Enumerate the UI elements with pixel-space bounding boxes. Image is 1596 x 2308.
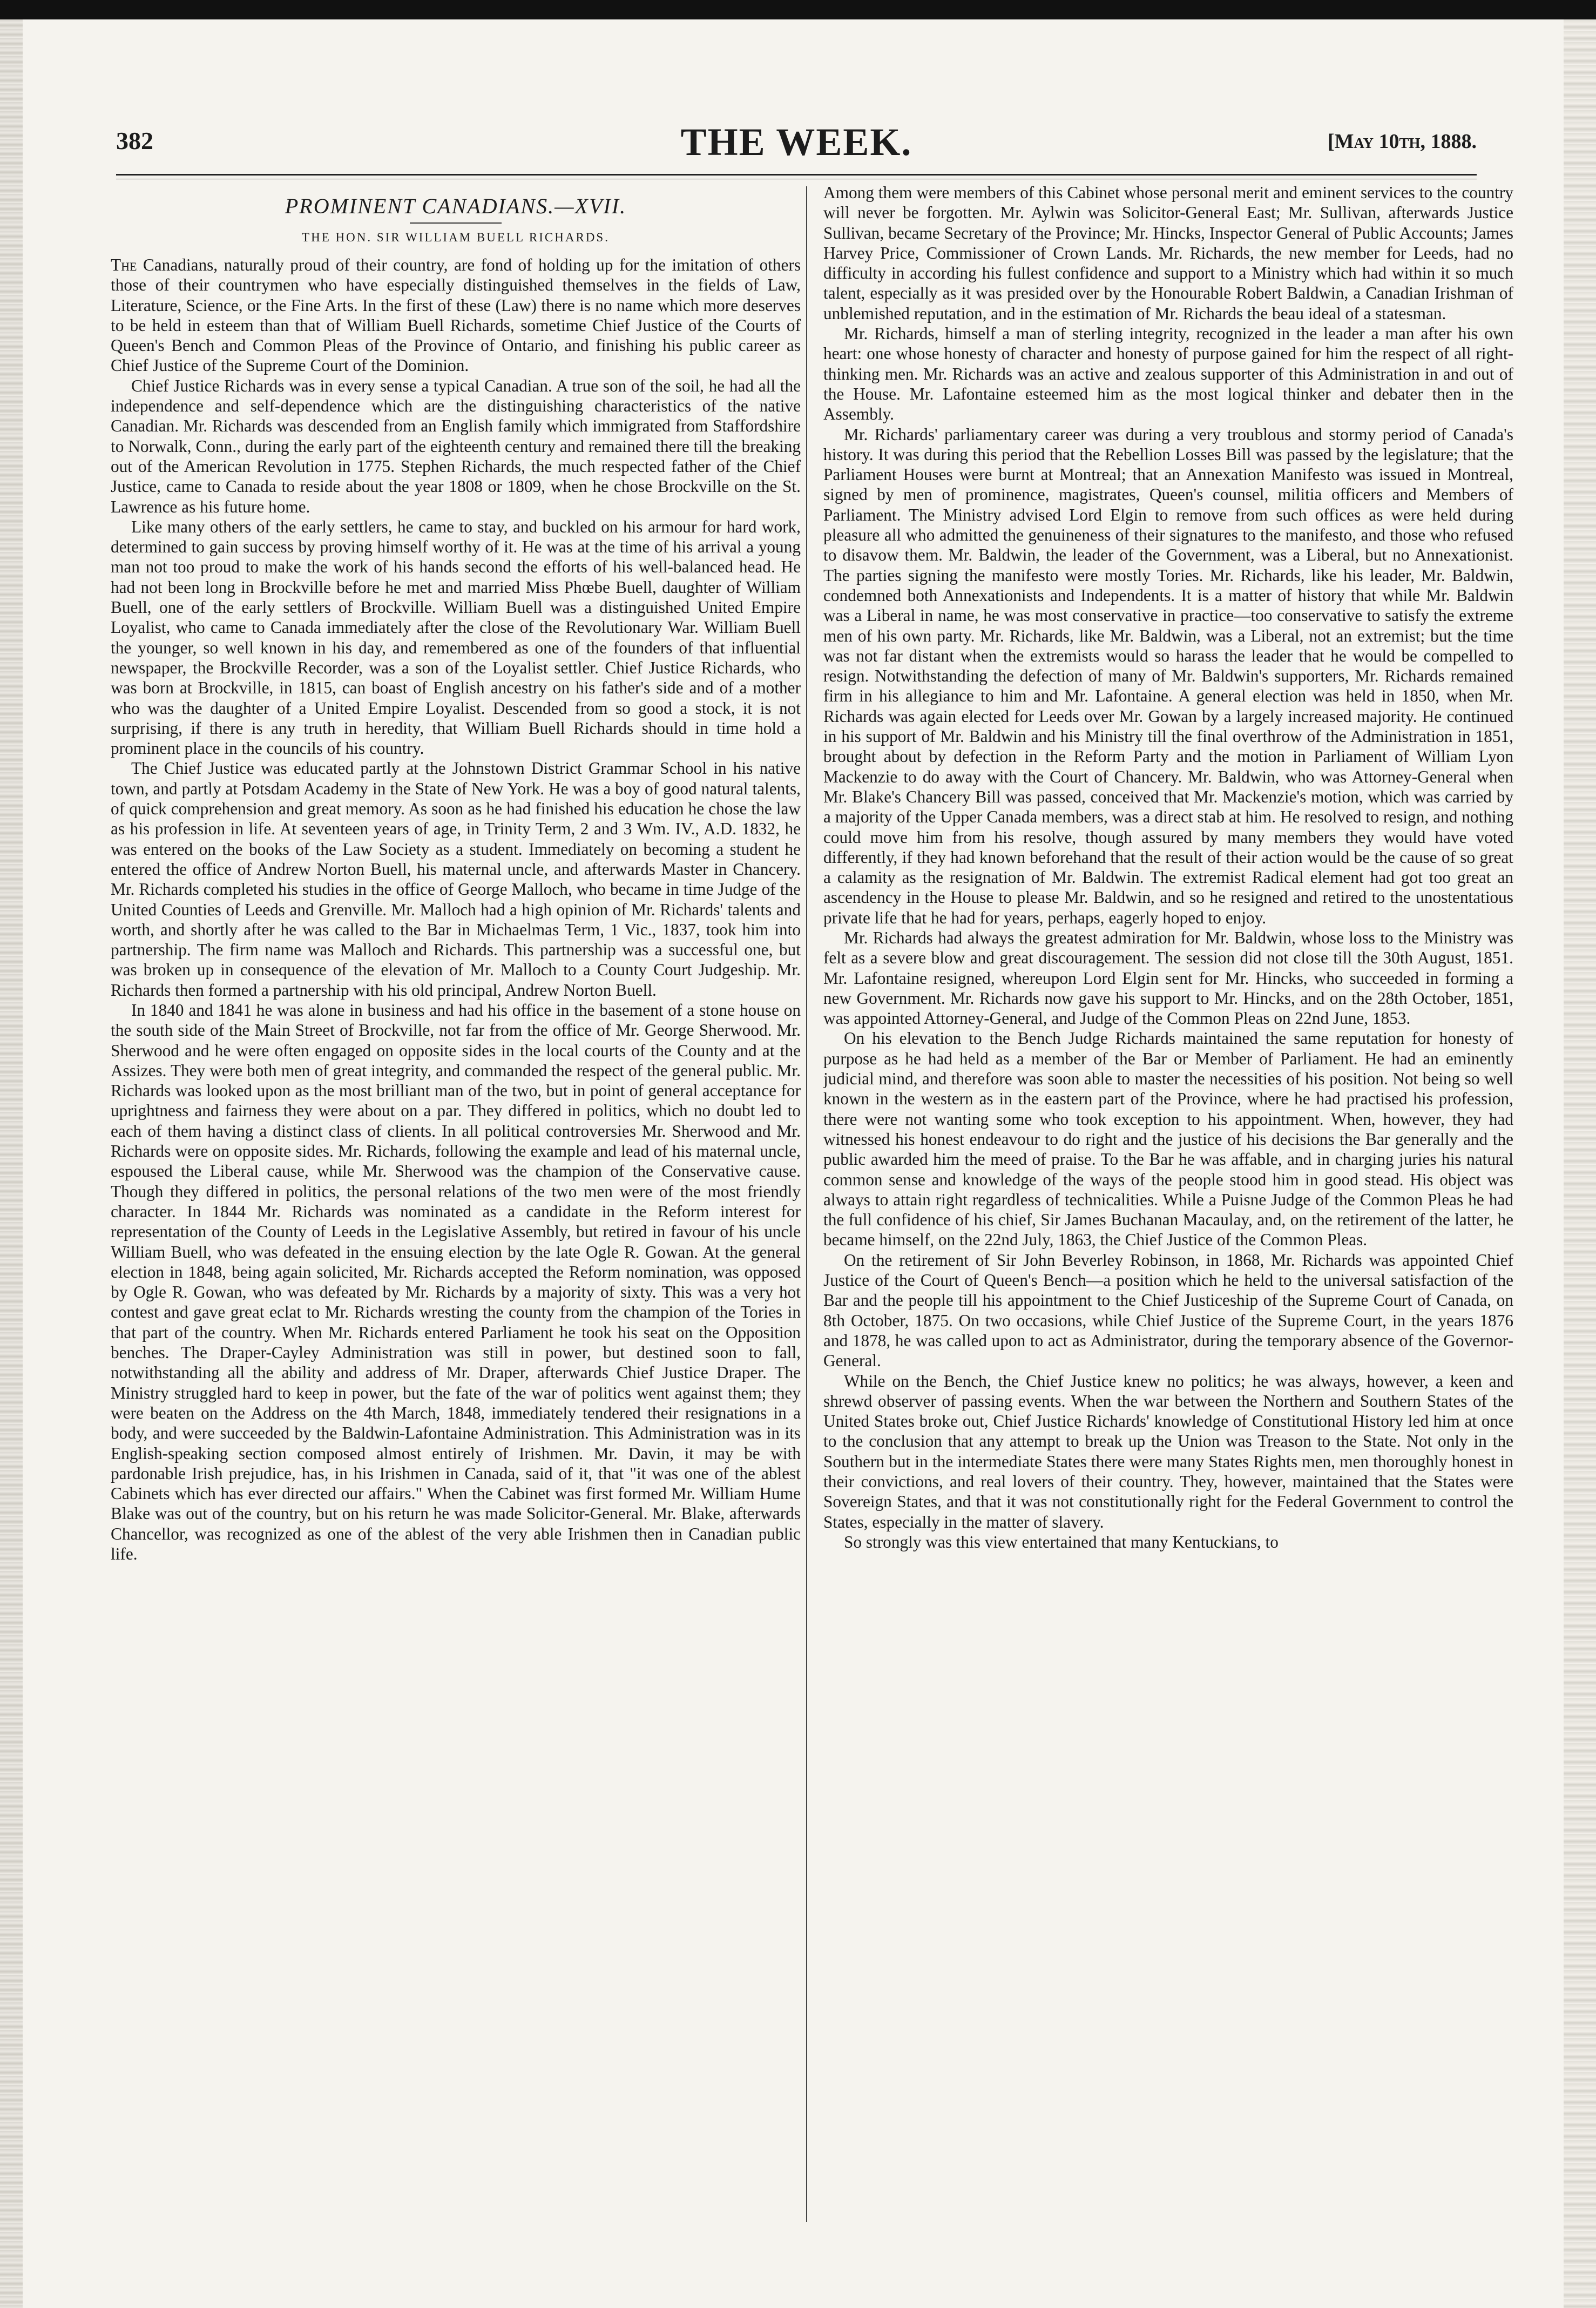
paragraph: Among them were members of this Cabinet whose personal merit and eminent services to the country will never be forgotten. Mr. Aylwin was Solicitor-General East; Mr. Sullivan, afterwards Justice Sullivan, became Secretary of the Province; Mr. Hincks, Inspector General of Public Accounts; James Harvey Price, Commissioner of Crown Lands. Mr. Richards, the new member for Leeds, had no difficulty in according his fullest confidence and support to a Ministry which had within it so much talent, especially as it was presided over by the Honourable Robert Baldwin, a Canadian Irishman of unblemished reputation, and in the estimation of Mr. Richards the beau ideal of a statesman. [823, 183, 1513, 323]
paragraph: Mr. Richards, himself a man of sterling integrity, recognized in the leader a man after his own heart: one whose honesty of character and honesty of purpose gained for him the respect of all right-thinking men. Mr. Richards was an active and zealous supporter of this Administration in and out of the House. Mr. Lafontaine esteemed him as the most logical thinker and debater then in the Assembly. [823, 324, 1513, 424]
header-rule [116, 174, 1477, 179]
paragraph-text: Canadians, naturally proud of their country, are fond of holding up for the imitation of others those of their countrymen who have especially distinguished themselves in the fields of Law, Literature, Science, or the Fine Arts. In the first of these (Law) there is no name which more deserves to be held in esteem than that of William Buell Richards, sometime Chief Justice of the Courts of Queen's Bench and Common Pleas of the Province of Ontario, and finishing his public career as Chief Justice of the Supreme Court of the Dominion. [111, 255, 801, 375]
article-subtitle: THE HON. SIR WILLIAM BUELL RICHARDS. [302, 231, 610, 244]
paragraph: So strongly was this view entertained that many Kentuckians, to [844, 1532, 1279, 1551]
journal-title: THE WEEK. [680, 120, 912, 164]
scan-top-border [0, 0, 1596, 19]
article-title: PROMINENT CANADIANS.—XVII. [285, 194, 627, 218]
paragraph: Mr. Richards' parliamentary career was during a very troublous and stormy period of Canada's history. It was during this period that the Rebellion Losses Bill was passed by the legislature; that the Parliament Houses were burnt at Montreal; that an Annexation Manifesto was issued in Montreal, signed by men of prominence, magistrates, Queen's counsel, militia officers and Members of Parliament. The Ministry advised Lord Elgin to remove from such offices as were held during pleasure all who admitted the genuineness of their signatures to the manifesto, and those who refused to disavow them. Mr. Baldwin, the leader of the Government, was a Liberal, but no Annexationist. The parties signing the manifesto were mostly Tories. Mr. Richards, like his leader, Mr. Baldwin, condemned both Annexationists and Independents. It is a matter of history that while Mr. Baldwin was a Liberal in name, he was most conservative in practice—too conservative to satisfy the extreme men of his own party. Mr. Richards, like Mr. Baldwin, was a Liberal, not an extremist; but the time was not far distant when the extremists would so harass the leader that he would be compelled to resign. Notwithstanding the defection of many of Mr. Baldwin's supporters, Mr. Richards remained firm in his allegiance to him and Mr. Lafontaine. A general election was held in 1850, when Mr. Richards was again elected for Leeds over Mr. Gowan by a largely increased majority. He continued in his support of Mr. Baldwin and his Ministry till the final overthrow of the Administration in 1851, brought about by defection in the Reform Party and the motion in Parliament of William Lyon Mackenzie to do away with the Court of Chancery. Mr. Baldwin, who was Attorney-General when Mr. Blake's Chancery Bill was passed, conceived that Mr. Mackenzie's motion, which was carried by a majority of the Upper Canada members, was a direct stab at him. He resolved to resign, and nothing could move him from his resolve, though assured by many members they would have voted differently, if they had known beforehand that the result of their action would be the cause of so great a calamity as the resignation of Mr. Baldwin. The extremist Radical element had got too great an ascendency in the House to please Mr. Baldwin, and so he resigned and retired to the unostentatious private life that he had for years, perhaps, eagerly hoped to enjoy. [823, 424, 1513, 927]
paragraph: Like many others of the early settlers, he came to stay, and buckled on his armour for hard work, determined to gain success by proving himself worthy of it. He was at the time of his arrival a young man not too proud to make the work of his hands second the efforts of his well-balanced head. He had not been long in Brockville before he met and married Miss Phœbe Buell, daughter of William Buell, one of the early settlers of Brockville. William Buell was a distinguished United Empire Loyalist, who came to Canada immediately after the close of the Revolutionary War. William Buell the younger, so well known in his day, and remembered as one of the founders of that influential newspaper, the Brockville Recorder, was a son of the Loyalist settler. Chief Justice Richards, who was born at Brockville, in 1815, can boast of English ancestry on his father's side and of a mother who was the daughter of a United Empire Loyalist. Descended from so good a stock, it is not surprising, if there is any truth in heredity, that William Buell Richards should in time hold a prominent place in the councils of his country. [111, 517, 801, 758]
lead-word: The [111, 255, 137, 274]
page-header [116, 120, 1477, 168]
title-rule [410, 222, 502, 224]
left-column [111, 183, 801, 2229]
right-column [823, 183, 1513, 2229]
issue-date: [May 10th, 1888. [1327, 130, 1477, 153]
paragraph: In 1840 and 1841 he was alone in business and had his office in the basement of a stone house on the south side of the Main Street of Brockville, not far from the office of Mr. George Sherwood. Mr. Sherwood and he were often engaged on opposite sides in the local courts of the County and at the Assizes. They were both men of great integrity, and commanded the respect of the general public. Mr. Richards was looked upon as the most brilliant man of the two, but in point of general acceptance for uprightness and fairness they were about on a par. They differed in politics, which no doubt led to each of them having a distinct class of clients. In all political controversies Mr. Sherwood and Mr. Richards were on opposite sides. Mr. Richards, following the example and lead of his maternal uncle, espoused the Liberal cause, while Mr. Sherwood was the champion of the Conservative cause. Though they differed in politics, the personal relations of the two men were of the most friendly character. In 1844 Mr. Richards was nominated as a candidate in the Reform interest for representation of the County of Leeds in the Legislative Assembly, but retired in favour of his uncle William Buell, who was defeated in the ensuing election by the late Ogle R. Gowan. At the general election in 1848, being again solicited, Mr. Richards accepted the Reform nomination, was opposed by Ogle R. Gowan, who was defeated by Mr. Richards by a majority of sixty. This was a very hot contest and gave great eclat to Mr. Richards wresting the county from the champion of the Tories in that part of the country. When Mr. Richards entered Parliament he took his seat on the Opposition benches. The Draper-Cayley Administration was still in power, but destined soon to fall, notwithstanding all the ability and address of Mr. Draper, afterwards Chief Justice Draper. The Ministry struggled hard to keep in power, but the fate of the war of politics went against them; they were beaten on the Address on the 4th March, 1848, immediately tendered their resignations in a body, and were succeeded by the Baldwin-Lafontaine Administration. This Administration was in its English-speaking section composed almost entirely of Irishmen. Mr. Davin, it may be with pardonable Irish prejudice, has, in his Irishmen in Canada, said of it, that "it was one of the ablest Cabinets which has ever directed our affairs." When the Cabinet was first formed Mr. William Hume Blake was out of the country, but on his return he was made Solicitor-General. Mr. Blake, afterwards Chancellor, was recognized as one of the ablest of the very able Irishmen then in Canadian public life. [111, 1000, 801, 1563]
paragraph: Mr. Richards had always the greatest admiration for Mr. Baldwin, whose loss to the Ministry was felt as a severe blow and great discouragement. The session did not close till the 30th August, 1851. Mr. Lafontaine resigned, whereupon Lord Elgin sent for Mr. Hincks, who succeeded in forming a new Government. Mr. Richards now gave his support to Mr. Hincks, and on the 28th October, 1851, was appointed Attorney-General, and Judge of the Common Pleas on 22nd June, 1853. [823, 928, 1513, 1028]
paragraph [111, 255, 801, 376]
paragraph: The Chief Justice was educated partly at the Johnstown District Grammar School in his native town, and partly at Potsdam Academy in the State of New York. He was a boy of good natural talents, of quick comprehension and great memory. As soon as he had finished his education he chose the law as his profession in life. At seventeen years of age, in Trinity Term, 2 and 3 Wm. IV., A.D. 1832, he was entered on the books of the Law Society as a student. Immediately on becoming a student he entered the office of Andrew Norton Buell, his maternal uncle, and afterwards Master in Chancery. Mr. Richards completed his studies in the office of George Malloch, who became in time Judge of the United Counties of Leeds and Grenville. Mr. Malloch had a high opinion of Mr. Richards' talents and worth, and shortly after he was called to the Bar in Michaelmas Term, 1 Vic., 1837, took him into partnership. The firm name was Malloch and Richards. This partnership was a successful one, but was broken up in consequence of the elevation of Mr. Malloch to a County Court Judgeship. Mr. Richards then formed a partnership with his old principal, Andrew Norton Buell. [111, 759, 801, 1000]
column-divider [806, 186, 807, 2222]
paragraph: On the retirement of Sir John Beverley Robinson, in 1868, Mr. Richards was appointed Chief Justice of the Court of Queen's Bench—a position which he held to the universal satisfaction of the Bar and the people till his appointment to the Chief Justiceship of the Supreme Court of Canada, on 8th October, 1875. On two occasions, while Chief Justice of the Supreme Court, in the years 1876 and 1878, he was called upon to act as Administrator, during the temporary absence of the Governor-General. [823, 1250, 1513, 1371]
scan-left-edge [0, 19, 23, 2308]
page-number: 382 [116, 127, 153, 154]
scan-right-edge [1564, 19, 1596, 2308]
paragraph: Chief Justice Richards was in every sense a typical Canadian. A true son of the soil, he had all the independence and self-dependence which are the distinguishing characteristics of the native Canadian. Mr. Richards was descended from an English family which immigrated from Staffordshire to Norwalk, Conn., during the early part of the eighteenth century and remained there till the breaking out of the American Revolution in 1775. Stephen Richards, the much respected father of the Chief Justice, came to Canada to reside about the year 1808 or 1809, when he chose Brockville on the St. Lawrence as his future home. [111, 376, 801, 516]
paragraph: While on the Bench, the Chief Justice knew no politics; he was always, however, a keen and shrewd observer of passing events. When the war between the Northern and Southern States of the United States broke out, Chief Justice Richards' knowledge of Constitutional History led him at once to the conclusion that any attempt to break up the Union was Treason to the State. Not only in the Southern but in the intermediate States there were many States Rights men, men thoroughly honest in their convictions, and real lovers of their country. They, however, maintained that the States were Sovereign States, and that it was not constitutionally right for the Federal Government to control the States, especially in the matter of slavery. [823, 1371, 1513, 1531]
paragraph: On his elevation to the Bench Judge Richards maintained the same reputation for honesty of purpose as he had held as a member of the Bar or Member of Parliament. He had an eminently judicial mind, and therefore was soon able to master the necessities of his position. Not being so well known in the western as in the eastern part of the Province, where he had practised his profession, there were not wanting some who took exception to his appointment. When, however, they had witnessed his honest endeavour to do right and the justice of his decisions the Bar generally and the public awarded him the meed of praise. To the Bar he was affable, and in charging juries his natural common sense and knowledge of the ways of the people stood him in good stead. His object was always to attain right regardless of technicalities. While a Puisne Judge of the Common Pleas he had the full confidence of his chief, Sir James Buchanan Macaulay, and, on the retirement of the latter, he became himself, on the 22nd July, 1863, the Chief Justice of the Common Pleas. [823, 1029, 1513, 1250]
